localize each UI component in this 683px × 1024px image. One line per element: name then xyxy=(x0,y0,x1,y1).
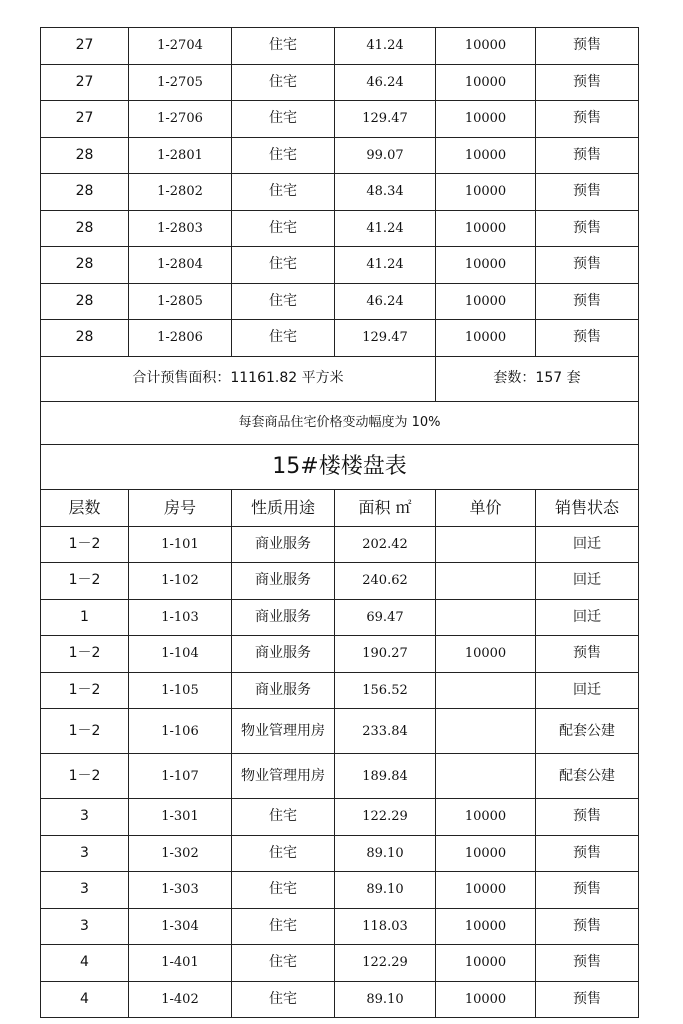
room-cell: 1-2805 xyxy=(129,283,232,320)
header-row xyxy=(41,489,639,526)
area-cell: 46.24 xyxy=(335,283,436,320)
status-cell: 预售 xyxy=(536,981,639,1018)
area-cell: 189.84 xyxy=(335,754,436,799)
header-sales-status: 销售状态 xyxy=(536,489,639,526)
room-cell: 1-402 xyxy=(129,981,232,1018)
area-cell: 122.29 xyxy=(335,945,436,982)
usage-cell: 物业管理用房 xyxy=(232,709,335,754)
status-cell: 预售 xyxy=(536,64,639,101)
status-cell: 预售 xyxy=(536,283,639,320)
usage-cell: 住宅 xyxy=(232,872,335,909)
usage-cell: 商业服务 xyxy=(232,526,335,563)
usage-cell: 住宅 xyxy=(232,101,335,138)
floor-cell: 28 xyxy=(41,137,129,174)
room-cell: 1-2801 xyxy=(129,137,232,174)
table-title: 15#楼楼盘表 xyxy=(41,444,639,489)
status-cell: 预售 xyxy=(536,872,639,909)
table-row xyxy=(41,908,639,945)
room-cell: 1-2704 xyxy=(129,28,232,65)
top-rows xyxy=(41,28,639,357)
floor-cell: 27 xyxy=(41,28,129,65)
usage-cell: 住宅 xyxy=(232,320,335,357)
room-cell: 1-2804 xyxy=(129,247,232,284)
header-room: 房号 xyxy=(129,489,232,526)
floor-cell: 28 xyxy=(41,320,129,357)
area-cell: 122.29 xyxy=(335,799,436,836)
usage-cell: 商业服务 xyxy=(232,672,335,709)
usage-cell: 住宅 xyxy=(232,28,335,65)
area-cell: 89.10 xyxy=(335,872,436,909)
room-cell: 1-105 xyxy=(129,672,232,709)
room-cell: 1-302 xyxy=(129,835,232,872)
status-cell: 预售 xyxy=(536,799,639,836)
usage-cell: 住宅 xyxy=(232,945,335,982)
usage-cell: 住宅 xyxy=(232,908,335,945)
unit-price-cell: 10000 xyxy=(436,799,536,836)
usage-cell: 住宅 xyxy=(232,835,335,872)
usage-cell: 住宅 xyxy=(232,247,335,284)
floor-cell: 1－2 xyxy=(41,526,129,563)
table-row xyxy=(41,636,639,673)
area-cell: 89.10 xyxy=(335,981,436,1018)
header-area: 面积 ㎡ xyxy=(335,489,436,526)
status-cell: 预售 xyxy=(536,835,639,872)
table-row xyxy=(41,672,639,709)
floor-cell: 3 xyxy=(41,872,129,909)
status-cell: 回迁 xyxy=(536,563,639,600)
area-cell: 46.24 xyxy=(335,64,436,101)
floor-cell: 1－2 xyxy=(41,672,129,709)
header-unit-price: 单价 xyxy=(436,489,536,526)
room-cell: 1-2802 xyxy=(129,174,232,211)
floor-cell: 28 xyxy=(41,283,129,320)
usage-cell: 住宅 xyxy=(232,174,335,211)
floor-cell: 1－2 xyxy=(41,563,129,600)
floor-cell: 1－2 xyxy=(41,709,129,754)
room-cell: 1-107 xyxy=(129,754,232,799)
table-row xyxy=(41,283,639,320)
unit-price-cell: 10000 xyxy=(436,636,536,673)
usage-cell: 商业服务 xyxy=(232,563,335,600)
unit-price-cell: 10000 xyxy=(436,872,536,909)
table-row xyxy=(41,945,639,982)
room-cell: 1-301 xyxy=(129,799,232,836)
floor-cell: 1 xyxy=(41,599,129,636)
table-row xyxy=(41,174,639,211)
floor-cell: 28 xyxy=(41,247,129,284)
floor-cell: 1－2 xyxy=(41,754,129,799)
room-cell: 1-103 xyxy=(129,599,232,636)
area-cell: 41.24 xyxy=(335,210,436,247)
unit-price-cell: 10000 xyxy=(436,908,536,945)
status-cell: 预售 xyxy=(536,174,639,211)
area-cell: 202.42 xyxy=(335,526,436,563)
area-cell: 118.03 xyxy=(335,908,436,945)
status-cell: 回迁 xyxy=(536,526,639,563)
table-row xyxy=(41,981,639,1018)
table-row xyxy=(41,101,639,138)
unit-price-cell xyxy=(436,599,536,636)
area-cell: 156.52 xyxy=(335,672,436,709)
unit-price-cell: 10000 xyxy=(436,174,536,211)
room-cell: 1-106 xyxy=(129,709,232,754)
status-cell: 预售 xyxy=(536,908,639,945)
bottom-rows xyxy=(41,526,639,1018)
floor-cell: 4 xyxy=(41,945,129,982)
area-cell: 99.07 xyxy=(335,137,436,174)
unit-count-cell xyxy=(436,356,639,401)
usage-cell: 住宅 xyxy=(232,799,335,836)
total-area-cell xyxy=(41,356,436,401)
unit-price-cell: 10000 xyxy=(436,28,536,65)
unit-price-cell: 10000 xyxy=(436,981,536,1018)
status-cell: 预售 xyxy=(536,636,639,673)
room-cell: 1-303 xyxy=(129,872,232,909)
room-cell: 1-401 xyxy=(129,945,232,982)
status-cell: 预售 xyxy=(536,320,639,357)
room-cell: 1-2706 xyxy=(129,101,232,138)
area-cell: 129.47 xyxy=(335,320,436,357)
table-row xyxy=(41,28,639,65)
header-floor: 层数 xyxy=(41,489,129,526)
status-cell: 预售 xyxy=(536,28,639,65)
floor-cell: 28 xyxy=(41,210,129,247)
unit-price-cell: 10000 xyxy=(436,210,536,247)
floor-cell: 27 xyxy=(41,101,129,138)
area-cell: 41.24 xyxy=(335,247,436,284)
table-row xyxy=(41,754,639,799)
usage-cell: 住宅 xyxy=(232,137,335,174)
floor-cell: 3 xyxy=(41,908,129,945)
table-row xyxy=(41,320,639,357)
room-cell: 1-101 xyxy=(129,526,232,563)
usage-cell: 住宅 xyxy=(232,981,335,1018)
area-cell: 190.27 xyxy=(335,636,436,673)
unit-price-cell: 10000 xyxy=(436,320,536,357)
area-cell: 233.84 xyxy=(335,709,436,754)
usage-cell: 住宅 xyxy=(232,64,335,101)
usage-cell: 住宅 xyxy=(232,210,335,247)
total-area-label: 合计预售面积：11161.82 平方米 xyxy=(132,370,344,386)
table-row xyxy=(41,799,639,836)
status-cell: 预售 xyxy=(536,945,639,982)
unit-price-cell xyxy=(436,709,536,754)
unit-price-cell: 10000 xyxy=(436,283,536,320)
status-cell: 预售 xyxy=(536,210,639,247)
unit-price-cell xyxy=(436,672,536,709)
area-cell: 129.47 xyxy=(335,101,436,138)
usage-cell: 物业管理用房 xyxy=(232,754,335,799)
status-cell: 预售 xyxy=(536,137,639,174)
area-cell: 69.47 xyxy=(335,599,436,636)
unit-price-cell xyxy=(436,754,536,799)
status-cell: 预售 xyxy=(536,101,639,138)
unit-price-cell: 10000 xyxy=(436,64,536,101)
usage-cell: 住宅 xyxy=(232,283,335,320)
status-cell: 回迁 xyxy=(536,672,639,709)
room-cell: 1-104 xyxy=(129,636,232,673)
usage-cell: 商业服务 xyxy=(232,599,335,636)
table-row xyxy=(41,709,639,754)
unit-price-cell: 10000 xyxy=(436,101,536,138)
unit-price-cell xyxy=(436,526,536,563)
floor-cell: 3 xyxy=(41,799,129,836)
floor-cell: 28 xyxy=(41,174,129,211)
area-cell: 89.10 xyxy=(335,835,436,872)
table-row xyxy=(41,526,639,563)
table-row xyxy=(41,210,639,247)
area-cell: 41.24 xyxy=(335,28,436,65)
room-cell: 1-2705 xyxy=(129,64,232,101)
price-change-note: 每套商品住宅价格变动幅度为 10% xyxy=(41,401,639,444)
floor-cell: 3 xyxy=(41,835,129,872)
area-cell: 48.34 xyxy=(335,174,436,211)
status-cell: 配套公建 xyxy=(536,754,639,799)
unit-count-label: 套数：157 套 xyxy=(493,370,581,386)
area-cell: 240.62 xyxy=(335,563,436,600)
table-row xyxy=(41,599,639,636)
usage-cell: 商业服务 xyxy=(232,636,335,673)
status-cell: 回迁 xyxy=(536,599,639,636)
room-cell: 1-304 xyxy=(129,908,232,945)
room-cell: 1-2803 xyxy=(129,210,232,247)
table-row xyxy=(41,64,639,101)
status-cell: 配套公建 xyxy=(536,709,639,754)
floor-cell: 1－2 xyxy=(41,636,129,673)
room-cell: 1-102 xyxy=(129,563,232,600)
unit-price-cell: 10000 xyxy=(436,247,536,284)
status-cell: 预售 xyxy=(536,247,639,284)
header-usage: 性质用途 xyxy=(232,489,335,526)
table-row xyxy=(41,137,639,174)
unit-price-cell: 10000 xyxy=(436,137,536,174)
unit-price-cell: 10000 xyxy=(436,835,536,872)
table-row xyxy=(41,872,639,909)
unit-price-cell: 10000 xyxy=(436,945,536,982)
floor-cell: 4 xyxy=(41,981,129,1018)
property-table xyxy=(40,27,639,1018)
floor-cell: 27 xyxy=(41,64,129,101)
table-row xyxy=(41,835,639,872)
unit-price-cell xyxy=(436,563,536,600)
table-row xyxy=(41,563,639,600)
room-cell: 1-2806 xyxy=(129,320,232,357)
table-row xyxy=(41,247,639,284)
summary-section xyxy=(41,356,639,526)
